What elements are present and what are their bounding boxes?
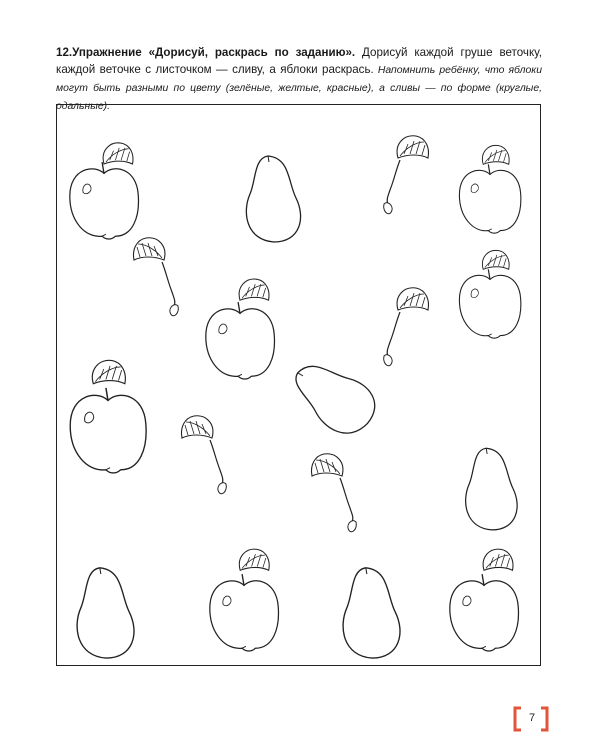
page-number: 7 [528,712,536,724]
branch-2 [134,238,179,316]
branch-1 [384,136,429,214]
exercise-number: 12. [56,46,73,59]
exercise-task: Дорисуй каждой груше веточку, каждой веточке с листочком — сливу, а яблоки раскрась. [56,46,543,76]
apple-4 [459,250,520,338]
apple-5 [70,360,146,473]
branch-3 [384,288,429,366]
exercise-title: Упражнение «Дорисуй, раскрась по заданию». [72,46,356,59]
pear-2 [284,348,385,445]
apple-3 [206,279,275,379]
pear-1 [246,156,300,242]
apple-7 [450,549,519,651]
apple-6 [210,549,279,651]
branch-5 [312,454,357,532]
pear-3 [466,448,518,530]
apple-2 [459,145,520,233]
exercise-note: Напомнить ребёнку, что яблоки могут быть разными по цвету (зелёные, желтые, красные), а сливы — по форме (круглые, одальные). [56,65,542,112]
pear-4 [77,568,134,658]
pear-5 [343,568,400,658]
apple-1 [70,143,139,239]
branch-4 [182,416,227,494]
